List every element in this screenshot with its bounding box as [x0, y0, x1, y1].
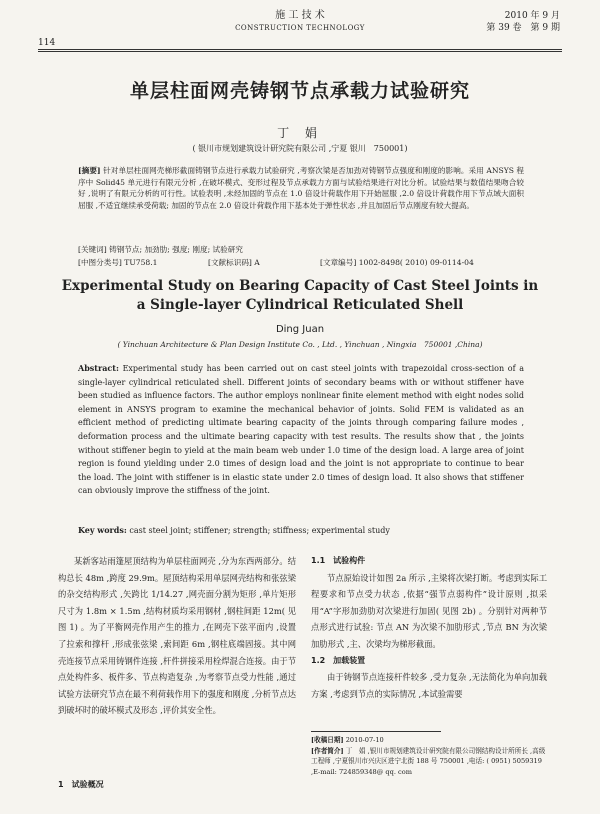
author-en: Ding Juan	[275, 324, 325, 335]
abstract-en-label: Abstract:	[78, 363, 119, 373]
section-heading-1: 1 试验概况	[58, 780, 104, 789]
abstract-cn-label: [摘要]	[78, 166, 101, 175]
received-date	[311, 735, 547, 746]
keywords-cn: [关键词] 铸钢节点; 加劲肋; 强度; 刚度; 试验研究	[78, 245, 243, 254]
title-en-line1: Experimental Study on Bearing Capacity of Cast Steel Joints in	[61, 278, 539, 294]
clc-number: [中图分类号] TU758.1	[78, 258, 158, 267]
keywords-en	[78, 525, 524, 535]
header-rule-double	[38, 51, 562, 52]
abstract-en	[78, 362, 524, 498]
section-heading-1-2: 1.2 加载装置	[311, 655, 366, 665]
issue-volume: 第 39 卷 第 9 期	[486, 23, 560, 33]
issue-info	[486, 10, 560, 34]
journal-name-en: CONSTRUCTION TECHNOLOGY	[235, 24, 365, 32]
intro-paragraph: 某新客站雨篷屋顶结构为单层柱面网壳 ,分为东西两部分。结构总长 48m ,跨度 29.9m。屋顶结构采用单层网壳结构和张弦梁的杂交结构形式 ,矢跨比 1/14.27 ,网壳面分割为矩形 ,单片矩形尺寸为 1.8m × 1.5m ,结构材质均采用钢材 ,钢柱间距 12m( 见图 1) 。为了平衡网壳作用产生的推力 ,在网壳下弦平面内 ,设置了拉索和撑杆 ,形成张弦梁 ,索间距 6m ,钢柱底端固接。其中网壳连接节点采用铸钢件连接 ,杆件拼接采用栓焊混合连接。由于节点处构件多、板件多、节点构造复杂 ,为考察节点受力性能 ,通过试验方法研究节点在最不利荷载作用下的强度和刚度 ,分析节点达到破坏时的破坏模式及形态 ,评价其安全性。	[58, 556, 296, 716]
title-en	[0, 277, 600, 315]
received-value: 2010-07-10	[345, 736, 384, 744]
issue-date: 2010 年 9 月	[504, 11, 560, 21]
header-rule	[38, 49, 562, 50]
author-bio-label: [作者简介]	[311, 746, 344, 755]
received-label: [收稿日期]	[311, 736, 344, 744]
affiliation-cn: ( 银川市规划建筑设计研究院有限公司 ,宁夏 银川 750001)	[192, 144, 408, 153]
footnote-rule	[311, 731, 441, 732]
page-number: 114	[38, 38, 56, 48]
abstract-en-text: Experimental study has been carried out on cast steel joints with trapezoidal cross-section of a single-layer cylindrical reticulated shell. Different joints of secondary beams with or without stiffener have been studied as influence factors. The author employs nonlinear finite element method with eight nodes solid element in ANSYS program to examine the mechanical behavior of joints. Solid FEM is validated as an efficient method of predicting ultimate bearing capacity of the joints through comparing failure modes , deformation process and the ultimate bearing capacity with test results. The results show that , the joints without stiffener begin to yield at the main beam web under 1.0 time of the design load. A large area of joint region is found yielding under 2.0 times of design load and the joint is not appropriate to continue to bear the load. The joint with stiffener is in elastic state under 2.0 times of design load. It also shows that stiffener can obviously improve the stiffness of the joint.	[78, 364, 525, 496]
loading-paragraph: 由于铸钢节点连接杆件较多 ,受力复杂 ,无法简化为单向加载方案 ,考虑到节点的实际情况 ,本试验需要	[311, 672, 547, 699]
title-cn: 单层柱面网壳铸钢节点承载力试验研究	[129, 80, 470, 102]
document-code: [文献标识码] A	[208, 258, 260, 267]
author-bio-text: 丁 娟 ,银川市规划建筑设计研究院有限公司钢结构设计所所长 ,高级工程师 ,宁夏银川市兴庆区进宁北街 188 号 750001 ,电话: ( 0951) 5059319 ,E-mail: 724859348@ qq. com	[311, 746, 546, 776]
affiliation-en: ( Yinchuan Architecture & Plan Design Institute Co. , Ltd. , Yinchuan , Ningxia 750001 ,China)	[117, 340, 483, 349]
author-cn: 丁 娟	[277, 126, 323, 140]
specimen-paragraph: 节点原始设计如图 2a 所示 ,主梁将次梁打断。考虑到实际工程要求和节点受力状态 ,依据“强节点弱构件”设计原则 ,拟采用“A”字形加劲肋对次梁进行加固( 见图 2b) 。分别针对两种节点形式进行试验: 节点 AN 为次梁不加肋形式 ,节点 BN 为次梁加肋形式 ,主、次梁均为梯形截面。	[311, 572, 547, 649]
section-heading-1-1: 1.1 试验构件	[311, 556, 366, 565]
title-en-line2: a Single-layer Cylindrical Reticulated Shell	[136, 297, 464, 313]
abstract-cn-text: 针对单层柱面网壳梯形截面铸钢节点进行承载力试验研究 ,考察次梁是否加劲对铸钢节点强度和刚度的影响。采用 ANSYS 程序中 Solid45 单元进行有限元分析 ,在破坏模式、变形过程及节点承载力方面与试验结果进行对比分析。试验结果与数值结果吻合较好 ,说明了有限元分析的可行性。试验表明 ,未经加固的节点在 1.0 倍设计荷载作用下开始屈服 ,2.0 倍设计荷载作用下节点域大面积屈服 ,不适宜继续承受荷载; 加固的节点在 2.0 倍设计荷载作用下基本处于弹性状态 ,并且加固后节点刚度有较大提高。	[78, 166, 525, 210]
article-number: [文章编号] 1002-8498( 2010) 09-0114-04	[320, 258, 474, 267]
keywords-en-label: Key words:	[78, 525, 127, 535]
author-bio	[311, 746, 547, 778]
body-left-column	[58, 553, 296, 719]
keywords-en-text: cast steel joint; stiffener; strength; stiffness; experimental study	[129, 526, 390, 535]
body-right-column	[311, 553, 547, 702]
journal-name-cn: 施 工 技 术	[275, 10, 325, 21]
footnote	[311, 735, 547, 777]
abstract-cn	[78, 165, 524, 211]
